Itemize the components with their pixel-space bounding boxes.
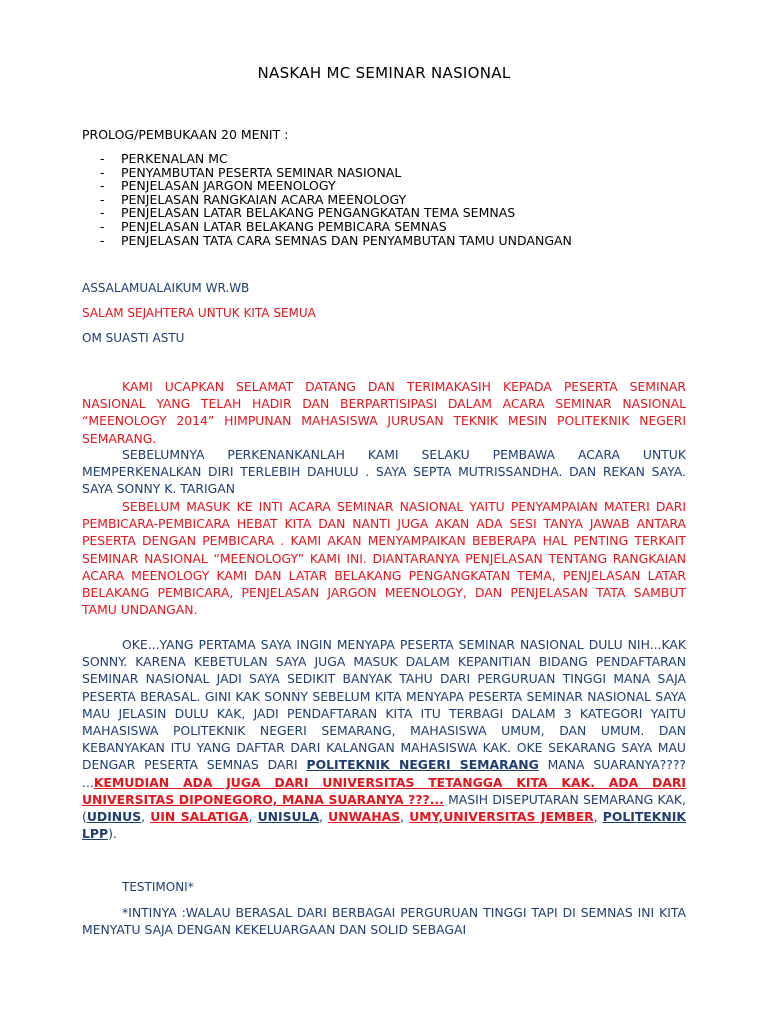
document-title: NASKAH MC SEMINAR NASIONAL (257, 64, 511, 82)
agenda-item: - PENJELASAN JARGON MEENOLOGY (100, 178, 336, 194)
agenda-item: - PENJELASAN LATAR BELAKANG PEMBICARA SEMNAS (100, 218, 447, 234)
highlight-polines: POLITEKNIK NEGERI SEMARANG (306, 757, 539, 773)
agenda-item: - PENJELASAN RANGKAIAN ACARA MEENOLOGY (100, 191, 407, 207)
paragraph-welcome: KAMI UCAPKAN SELAMAT DATANG DAN TERIMAKASIH KEPADA PESERTA SEMINAR NASIONAL YANG TELAH HADIR DAN BERPARTISIPASI DALAM ACARA SEMINAR NASIONAL “MEENOLOGY 2014” HIMPUNAN MAHASISWA JURUSAN TEKNIK MESIN POLITEKNIK NEGERI SEMARANG. (82, 379, 686, 446)
bullet-dash: - (100, 191, 105, 207)
greeting-salam-sejahtera: SALAM SEJAHTERA UNTUK KITA SEMUA (82, 306, 316, 320)
bullet-dash: - (100, 232, 105, 248)
agenda-list (100, 152, 572, 247)
agenda-item: - PENYAMBUTAN PESERTA SEMINAR NASIONAL (100, 164, 402, 180)
highlight-udinus: UDINUS (86, 809, 142, 825)
greeting-assalamualaikum: ASSALAMUALAIKUM WR.WB (82, 281, 250, 295)
bullet-dash: - (100, 164, 105, 180)
paragraph-agenda-overview: SEBELUM MASUK KE INTI ACARA SEMINAR NASIONAL YAITU PENYAMPAIAN MATERI DARI PEMBICARA-PEMBICARA HEBAT KITA DAN NANTI JUGA AKAN ADA SESI TANYA JAWAB ANTARA PESERTA DENGAN PEMBICARA . KAMI AKAN MENYAMPAIKAN BEBERAPA HAL PENTING TERKAIT SEMINAR NASIONAL “MEENOLOGY” KAMI INI. DIANTARANYA PENJELASAN TENTANG RANGKAIAN ACARA MEENOLOGY KAMI DAN LATAR BELAKANG PENGANGKATAN TEMA, PENJELASAN LATAR BELAKANG PEMBICARA, PENJELASAN JARGON MEENOLOGY, DAN PENJELASAN TATA SAMBUT TAMU UNDANGAN. (82, 499, 686, 618)
bullet-dash: - (100, 151, 105, 166)
testimoni-label: TESTIMONI* (122, 880, 194, 894)
highlight-unwahas: UNWAHAS (328, 809, 401, 825)
paragraph-intinya: *INTINYA :WALAU BERASAL DARI BERBAGAI PERGURUAN TINGGI TAPI DI SEMNAS INI KITA MENYATU SAJA DENGAN KEKELUARGAAN DAN SOLID SEBAGAI (82, 905, 686, 938)
greeting-om-suasti-astu: OM SUASTI ASTU (82, 331, 185, 345)
agenda-item: - PERKENALAN MC (100, 151, 228, 166)
highlight-kemudian: KEMUDIAN ADA JUGA DARI UNIVERSITAS TETANGGA KITA KAK. ADA DARI UNIVERSITAS DIPONEGORO, MANA SUARANYA ???... (82, 774, 686, 807)
agenda-item: - PENJELASAN LATAR BELAKANG PENGANGKATAN TEMA SEMNAS (100, 205, 516, 221)
bullet-dash: - (100, 218, 105, 234)
highlight-uin-salatiga: UIN SALATIGA (150, 809, 249, 825)
agenda-item: - PENJELASAN TATA CARA SEMNAS DAN PENYAMBUTAN TAMU UNDANGAN (100, 232, 572, 248)
prolog-heading: PROLOG/PEMBUKAAN 20 MENIT : (82, 127, 289, 142)
paragraph-greeting-participants: OKE...YANG PERTAMA SAYA INGIN MENYAPA PESERTA SEMINAR NASIONAL DULU NIH...KAK SONNY. KARENA KEBETULAN SAYA JUGA MASUK DALAM KEPANITIAN BIDANG PENDAFTARAN SEMINAR NASIONAL JADI SAYA SEDIKIT BANYAK TAHU DARI PERGURUAN TINGGI MANA SAJA PESERTA BERASAL. GINI KAK SONNY SEBELUM KITA MENYAPA PESERTA SEMINAR NASIONAL SAYA MAU JELASIN DULU KAK, JADI PENDAFTARAN KITA ITU TERBAGI DALAM 3 KATEGORI YAITU MAHASISWA POLITEKNIK NEGERI SEMARANG, MAHASISWA UMUM, DAN UMUM. DAN KEBANYAKAN ITU YANG DAFTAR DARI KALANGAN MAHASISWA KAK. OKE SEKARANG SAYA MAU DENGAR PESERTA SEMNAS DARI POLITEKNIK NEGERI SEMARANG MANA SUARANYA???? ...KEMUDIAN ADA JUGA DARI UNIVERSITAS TETANGGA KITA KAK. ADA DARI UNIVERSITAS DIPONEGORO, MANA SUARANYA ???... MASIH DISEPUTARAN SEMARANG KAK, (UDINUS, UIN SALATIGA, UNISULA, UNWAHAS, UMY,UNIVERSITAS JEMBER, POLITEKNIK LPP). (82, 637, 686, 842)
highlight-unisula: UNISULA (257, 809, 320, 825)
highlight-politeknik-lpp: POLITEKNIK LPP (82, 809, 686, 842)
paragraph-introduction: SEBELUMNYA PERKENANKANLAH KAMI SELAKU PEMBAWA ACARA UNTUK MEMPERKENALKAN DIRI TERLEBIH DAHULU . SAYA SEPTA MUTRISSANDHA. DAN REKAN SAYA. SAYA SONNY K. TARIGAN (82, 447, 686, 497)
highlight-umy-unej: UMY,UNIVERSITAS JEMBER (409, 809, 594, 825)
bullet-dash: - (100, 178, 105, 194)
bullet-dash: - (100, 205, 105, 221)
